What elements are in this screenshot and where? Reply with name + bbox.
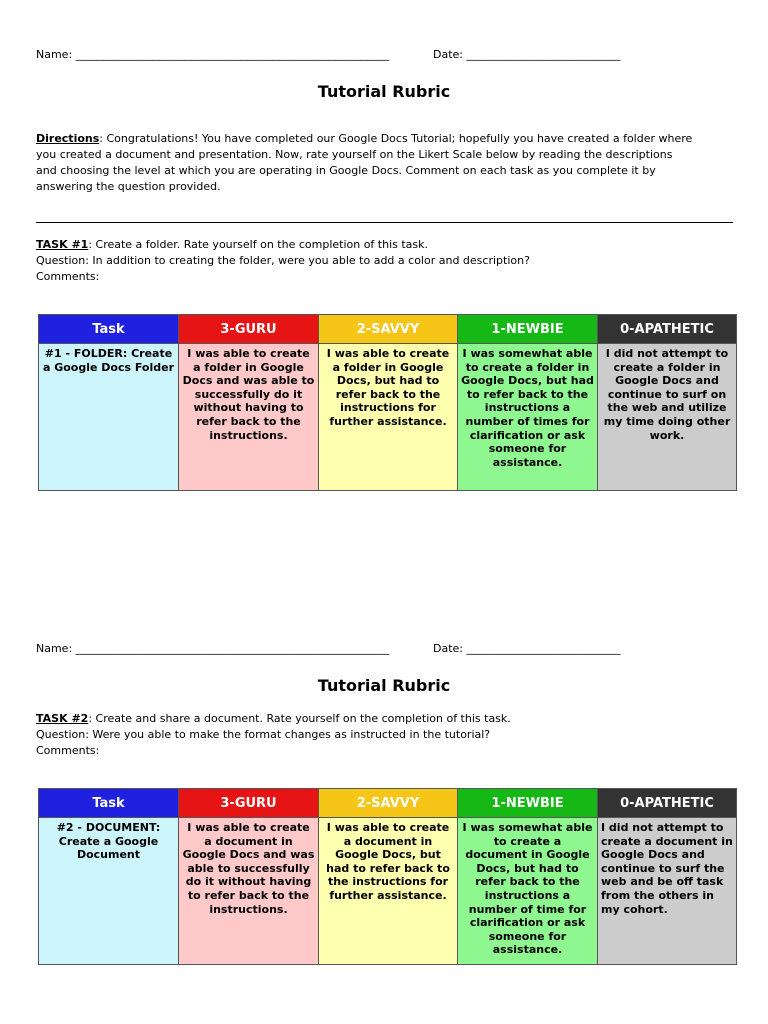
header-newbie: 1-NEWBIE <box>458 315 598 344</box>
rubric-table-1 <box>38 314 737 491</box>
cell-savvy[interactable]: I was able to create a folder in Google Docs, but had to refer back to the instructions for further assistance. <box>319 344 458 491</box>
date-label: Date: <box>433 642 463 655</box>
cell-newbie[interactable]: I was somewhat able to create a folder in Google Docs, but had to refer back to the instructions a number of times for clarification or ask someone for assistance. <box>458 344 598 491</box>
header-apathetic: 0-APATHETIC <box>598 315 737 344</box>
header-guru: 3-GURU <box>179 789 319 818</box>
header-task: Task <box>39 789 179 818</box>
cell-task: #1 - FOLDER: Create a Google Docs Folder <box>39 344 179 491</box>
rubric-table-2 <box>38 788 737 965</box>
cell-guru[interactable]: I was able to create a document in Google Docs and was able to successfully do it without having to refer back to the instructions. <box>179 818 319 965</box>
header-newbie: 1-NEWBIE <box>458 789 598 818</box>
task-question: Question: In addition to creating the folder, were you able to add a color and description? <box>36 254 530 267</box>
name-line[interactable]: _________________________________________________________ <box>75 642 390 655</box>
header-savvy: 2-SAVVY <box>319 789 458 818</box>
cell-newbie[interactable]: I was somewhat able to create a document in Google Docs, but had to refer back to the instructions a number of time for clarification or ask someone for assistance. <box>458 818 598 965</box>
table-row <box>39 818 737 965</box>
rubric-header-row <box>39 315 737 344</box>
header-task: Task <box>39 315 179 344</box>
task-label: TASK #2 <box>36 712 89 725</box>
directions: Directions: Congratulations! You have completed our Google Docs Tutorial; hopefully you have created a folder where you created a document and presentation. Now, rate yourself on the Likert Scale below by reading the descriptions and choosing the level at which you are operating in Google Docs. Comment on each task as you complete it by answering the question provided. <box>36 132 693 193</box>
header-savvy: 2-SAVVY <box>319 315 458 344</box>
directions-label: Directions <box>36 132 100 145</box>
name-label: Name: <box>36 48 73 61</box>
comments-label[interactable]: Comments: <box>36 744 100 757</box>
name-field[interactable] <box>36 641 389 657</box>
page-title: Tutorial Rubric <box>317 82 451 101</box>
date-field[interactable] <box>433 641 621 657</box>
date-field[interactable] <box>433 47 621 63</box>
name-label: Name: <box>36 642 73 655</box>
header-apathetic: 0-APATHETIC <box>598 789 737 818</box>
header-guru: 3-GURU <box>179 315 319 344</box>
divider <box>36 222 733 223</box>
date-line[interactable]: ____________________________ <box>466 642 621 655</box>
task-1-info: TASK #1: Create a folder. Rate yourself on the completion of this task. Question: In addition to creating the folder, were you able to add a color and description? Comments: <box>36 237 736 285</box>
cell-savvy[interactable]: I was able to create a document in Google Docs, but had to refer back to the instructions for further assistance. <box>319 818 458 965</box>
name-field[interactable] <box>36 47 389 63</box>
page-title: Tutorial Rubric <box>317 676 451 695</box>
cell-apathetic[interactable]: I did not attempt to create a document in Google Docs and continue to surf the web and be off task from the others in my cohort. <box>598 818 737 965</box>
task-question: Question: Were you able to make the format changes as instructed in the tutorial? <box>36 728 491 741</box>
rubric-header-row <box>39 789 737 818</box>
cell-guru[interactable]: I was able to create a folder in Google Docs and was able to successfully do it without having to refer back to the instructions. <box>179 344 319 491</box>
date-label: Date: <box>433 48 463 61</box>
task-label: TASK #1 <box>36 238 89 251</box>
comments-label[interactable]: Comments: <box>36 270 100 283</box>
table-row <box>39 344 737 491</box>
task-2-info: TASK #2: Create and share a document. Rate yourself on the completion of this task. Question: Were you able to make the format changes as instructed in the tutorial? Comments: <box>36 711 736 759</box>
date-line[interactable]: ____________________________ <box>466 48 621 61</box>
cell-apathetic[interactable]: I did not attempt to create a folder in Google Docs and continue to surf on the web and utilize my time doing other work. <box>598 344 737 491</box>
cell-task: #2 - DOCUMENT: Create a Google Document <box>39 818 179 965</box>
name-line[interactable]: _________________________________________________________ <box>75 48 390 61</box>
